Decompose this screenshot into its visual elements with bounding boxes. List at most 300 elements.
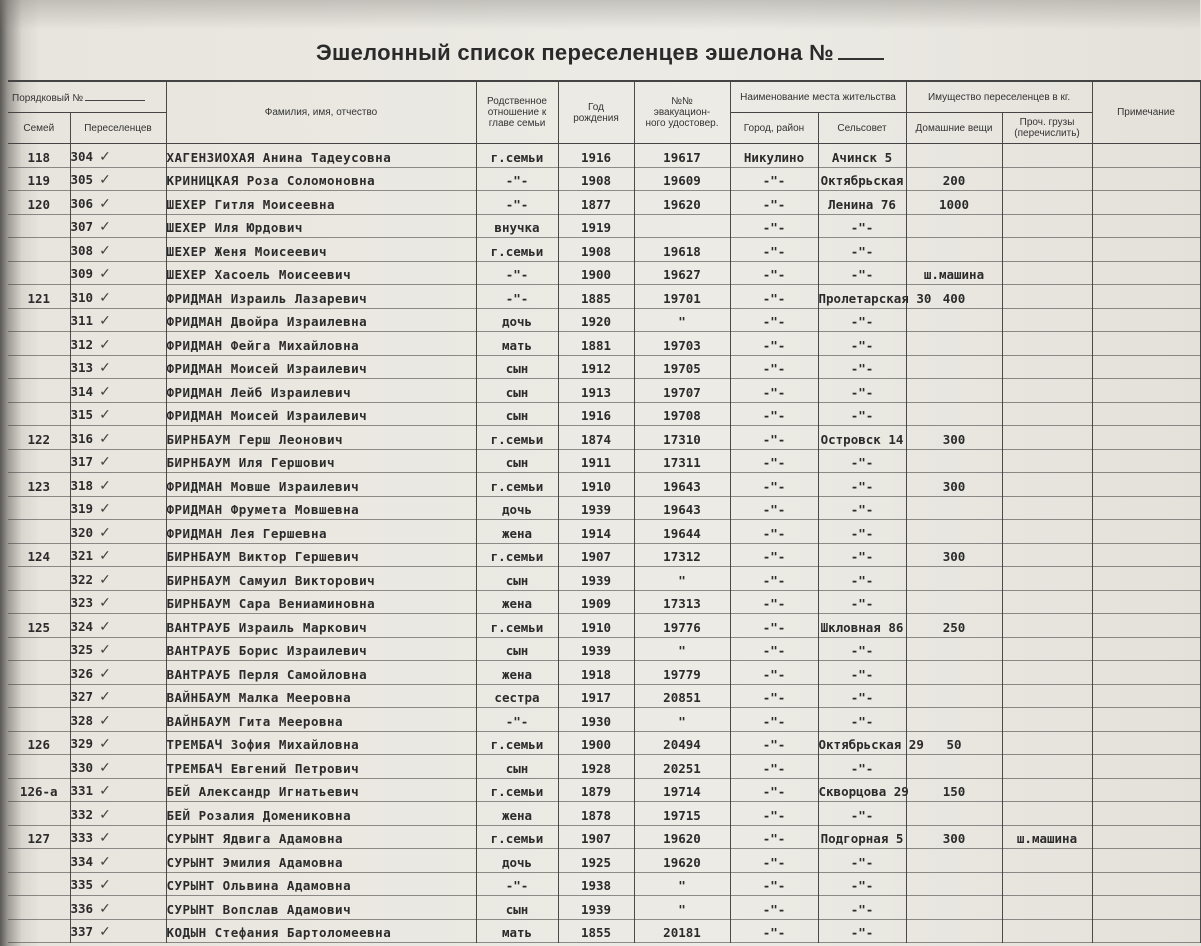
full-name-cell: ШЕХЕР Женя Моисеевич (166, 238, 476, 262)
village-council-cell: Пролетарская 30 (818, 285, 906, 309)
city-district-cell: -"- (730, 543, 818, 567)
note-cell (1092, 755, 1200, 779)
settler-number-cell (70, 567, 166, 591)
relation-cell: г.семьи (476, 614, 558, 638)
table-row (8, 426, 1200, 450)
city-district-cell: -"- (730, 708, 818, 732)
relation-cell: жена (476, 802, 558, 826)
full-name-cell: ФРИДМАН Моисей Израилевич (166, 402, 476, 426)
birth-year-cell: 1910 (558, 473, 634, 497)
village-council-cell: -"- (818, 919, 906, 943)
evac-doc-cell: 20494 (634, 731, 730, 755)
family-number-cell (8, 849, 70, 873)
note-cell (1092, 144, 1200, 168)
household-weight-cell (906, 872, 1002, 896)
village-council-cell: Скворцова 29 (818, 778, 906, 802)
family-number-cell (8, 238, 70, 262)
settler-number-cell (70, 778, 166, 802)
family-number-cell (8, 802, 70, 826)
city-district-cell: -"- (730, 332, 818, 356)
check-mark-icon: ✓ (99, 335, 111, 352)
village-council-cell: -"- (818, 355, 906, 379)
full-name-cell: ВАНТРАУБ Израиль Маркович (166, 614, 476, 638)
birth-year-cell: 1925 (558, 849, 634, 873)
evac-doc-cell: " (634, 872, 730, 896)
family-number-cell: 122 (8, 426, 70, 450)
household-header: Домашние вещи (906, 113, 1002, 144)
relation-cell: -"- (476, 261, 558, 285)
birth-year-cell: 1900 (558, 261, 634, 285)
settler-number-cell (70, 379, 166, 403)
check-mark-icon: ✓ (99, 288, 111, 305)
birth-year-cell: 1878 (558, 802, 634, 826)
other-cargo-cell (1002, 285, 1092, 309)
birth-year-cell: 1917 (558, 684, 634, 708)
check-mark-icon: ✓ (99, 641, 111, 657)
table-row (8, 872, 1200, 896)
family-number-cell (8, 567, 70, 591)
household-weight-cell (906, 637, 1002, 661)
full-name-cell: ВАНТРАУБ Перля Самойловна (166, 661, 476, 685)
note-cell (1092, 308, 1200, 332)
household-weight-cell (906, 332, 1002, 356)
settler-number: 320 (70, 524, 94, 540)
household-weight-cell (906, 708, 1002, 732)
birth-year-cell: 1900 (558, 731, 634, 755)
household-weight-cell (906, 919, 1002, 943)
note-cell (1092, 872, 1200, 896)
table-row (8, 543, 1200, 567)
settler-number-cell (70, 637, 166, 661)
family-number-cell (8, 896, 70, 920)
settler-number: 329 (70, 736, 94, 751)
evac-doc-cell: " (634, 896, 730, 920)
check-mark-icon: ✓ (99, 570, 111, 587)
settler-number: 310 (70, 289, 94, 305)
check-mark-icon: ✓ (99, 782, 111, 798)
city-district-cell: -"- (730, 896, 818, 920)
table-body (8, 144, 1200, 943)
other-cargo-cell (1002, 919, 1092, 943)
table-row (8, 778, 1200, 802)
village-council-cell: -"- (818, 520, 906, 544)
evac-doc-cell: 19620 (634, 849, 730, 873)
settler-number: 311 (70, 313, 94, 328)
relation-cell: дочь (476, 308, 558, 332)
note-cell (1092, 590, 1200, 614)
check-mark-icon: ✓ (99, 594, 111, 610)
birth-year-cell: 1908 (558, 167, 634, 191)
check-mark-icon: ✓ (99, 829, 111, 845)
check-mark-icon: ✓ (99, 241, 111, 258)
other-cargo-cell (1002, 191, 1092, 215)
full-name-cell: БИРНБАУМ Сара Вениаминовна (166, 590, 476, 614)
birth-year-cell: 1909 (558, 590, 634, 614)
household-weight-cell (906, 661, 1002, 685)
settler-number-cell (70, 614, 166, 638)
other-cargo-cell (1002, 426, 1092, 450)
note-cell (1092, 684, 1200, 708)
table-row (8, 637, 1200, 661)
settler-number-cell (70, 543, 166, 567)
other-cargo-cell (1002, 567, 1092, 591)
village-council-cell: -"- (818, 849, 906, 873)
full-name-cell: КОДЫН Стефания Бартоломеевна (166, 919, 476, 943)
birth-year-cell: 1939 (558, 567, 634, 591)
city-district-cell: -"- (730, 191, 818, 215)
full-name-cell: ФРИДМАН Лейб Израилевич (166, 379, 476, 403)
full-name-cell: ФРИДМАН Израиль Лазаревич (166, 285, 476, 309)
note-cell (1092, 661, 1200, 685)
settler-number: 336 (70, 900, 94, 916)
village-council-cell: -"- (818, 261, 906, 285)
household-weight-cell (906, 684, 1002, 708)
note-cell (1092, 214, 1200, 238)
household-weight-cell (906, 214, 1002, 238)
settler-number: 333 (70, 830, 94, 845)
settler-number-cell (70, 214, 166, 238)
family-number-cell (8, 449, 70, 473)
note-cell (1092, 802, 1200, 826)
check-mark-icon: ✓ (99, 359, 111, 375)
other-cargo-cell (1002, 590, 1092, 614)
table-row (8, 825, 1200, 849)
check-mark-icon: ✓ (99, 617, 111, 634)
evac-doc-cell: 17312 (634, 543, 730, 567)
household-weight-cell (906, 520, 1002, 544)
full-name-cell: БЕЙ Розалия Домениковна (166, 802, 476, 826)
birth-year-cell: 1912 (558, 355, 634, 379)
full-name-cell: ФРИДМАН Лея Гершевна (166, 520, 476, 544)
table-row (8, 661, 1200, 685)
birth-year-cell: 1916 (558, 402, 634, 426)
table-row (8, 214, 1200, 238)
household-weight-cell (906, 355, 1002, 379)
evac-doc-cell: " (634, 637, 730, 661)
relation-cell: -"- (476, 285, 558, 309)
village-council-cell: -"- (818, 473, 906, 497)
household-weight-cell (906, 802, 1002, 826)
household-weight-cell: 50 (906, 731, 1002, 755)
settler-number: 316 (70, 430, 94, 446)
village-council-cell: Подгорная 5 (818, 825, 906, 849)
note-cell (1092, 919, 1200, 943)
evac-doc-cell: 19620 (634, 825, 730, 849)
household-weight-cell (906, 238, 1002, 262)
note-cell (1092, 167, 1200, 191)
settler-number-cell (70, 285, 166, 309)
check-mark-icon: ✓ (99, 382, 111, 399)
relation-cell: -"- (476, 872, 558, 896)
settler-number: 326 (70, 665, 94, 681)
other-cargo-cell (1002, 379, 1092, 403)
settler-number: 318 (70, 477, 94, 493)
household-weight-cell: 300 (906, 426, 1002, 450)
table-row (8, 379, 1200, 403)
full-name-cell: ФРИДМАН Двойра Израилевна (166, 308, 476, 332)
household-weight-cell: ш.машина (906, 261, 1002, 285)
settler-number: 314 (70, 383, 94, 399)
settler-number-cell (70, 449, 166, 473)
settler-number-cell (70, 426, 166, 450)
village-council-cell: Ачинск 5 (818, 144, 906, 168)
settler-number-cell (70, 496, 166, 520)
settler-number: 327 (70, 689, 94, 704)
evac-doc-cell: 19620 (634, 191, 730, 215)
city-district-cell: -"- (730, 731, 818, 755)
evac-doc-cell: 17311 (634, 449, 730, 473)
note-cell (1092, 614, 1200, 638)
table-row (8, 473, 1200, 497)
city-district-cell: -"- (730, 449, 818, 473)
city-district-cell: -"- (730, 285, 818, 309)
other-cargo-cell (1002, 543, 1092, 567)
full-name-cell: ВАЙНБАУМ Малка Мееровна (166, 684, 476, 708)
note-cell (1092, 543, 1200, 567)
household-weight-cell: 150 (906, 778, 1002, 802)
city-district-cell: -"- (730, 167, 818, 191)
village-council-cell: -"- (818, 308, 906, 332)
city-district-cell: -"- (730, 496, 818, 520)
village-council-cell: -"- (818, 214, 906, 238)
check-mark-icon: ✓ (99, 735, 111, 751)
relation-cell: сын (476, 637, 558, 661)
relation-cell: сын (476, 402, 558, 426)
number-blank-line (838, 42, 884, 60)
evac-doc-cell: 20851 (634, 684, 730, 708)
other-cargo-cell (1002, 144, 1092, 168)
family-number-cell (8, 684, 70, 708)
family-number-cell: 120 (8, 191, 70, 215)
village-council-cell: Октябрьская 29 (818, 731, 906, 755)
table-row (8, 567, 1200, 591)
full-name-cell: ВАЙНБАУМ Гита Мееровна (166, 708, 476, 732)
village-council-cell: -"- (818, 590, 906, 614)
settler-number: 337 (70, 924, 94, 939)
settler-number-cell (70, 473, 166, 497)
family-number-cell: 123 (8, 473, 70, 497)
birth-year-cell: 1874 (558, 426, 634, 450)
check-mark-icon: ✓ (99, 711, 111, 728)
family-number-cell (8, 214, 70, 238)
other-cargo-cell (1002, 872, 1092, 896)
relation-cell: жена (476, 661, 558, 685)
village-council-cell: -"- (818, 238, 906, 262)
household-weight-cell: 200 (906, 167, 1002, 191)
settler-number-cell (70, 520, 166, 544)
full-name-cell: СУРЫНТ Ольвина Адамовна (166, 872, 476, 896)
birth-year-cell: 1919 (558, 214, 634, 238)
settler-number-cell (70, 825, 166, 849)
family-number-cell (8, 520, 70, 544)
household-weight-cell: 300 (906, 473, 1002, 497)
settler-number: 331 (70, 783, 94, 798)
full-name-cell: ФРИДМАН Фрумета Мовшевна (166, 496, 476, 520)
families-header: Семей (8, 113, 70, 144)
household-weight-cell (906, 496, 1002, 520)
birth-year-cell: 1918 (558, 661, 634, 685)
family-number-cell: 124 (8, 543, 70, 567)
evac-doc-cell: 19703 (634, 332, 730, 356)
household-weight-cell: 1000 (906, 191, 1002, 215)
note-cell (1092, 191, 1200, 215)
family-number-cell: 119 (8, 167, 70, 191)
relation-cell: г.семьи (476, 473, 558, 497)
evac-doc-header: №№ эвакуацион- ного удостовер. (634, 81, 730, 144)
birth-year-cell: 1885 (558, 285, 634, 309)
city-district-cell: -"- (730, 355, 818, 379)
evac-doc-cell: 19707 (634, 379, 730, 403)
relation-cell: сын (476, 755, 558, 779)
other-cargo-cell (1002, 355, 1092, 379)
evac-doc-cell: " (634, 308, 730, 332)
check-mark-icon: ✓ (99, 876, 111, 892)
birth-year-cell: 1930 (558, 708, 634, 732)
settler-number-cell (70, 849, 166, 873)
note-cell (1092, 285, 1200, 309)
check-mark-icon: ✓ (99, 500, 111, 516)
note-cell (1092, 379, 1200, 403)
village-council-cell: -"- (818, 543, 906, 567)
family-number-cell (8, 919, 70, 943)
relation-cell: внучка (476, 214, 558, 238)
city-district-cell: -"- (730, 614, 818, 638)
birth-year-cell: 1939 (558, 896, 634, 920)
table-row (8, 802, 1200, 826)
evac-doc-cell: 19714 (634, 778, 730, 802)
table-row (8, 520, 1200, 544)
village-council-cell: -"- (818, 802, 906, 826)
check-mark-icon: ✓ (99, 899, 111, 916)
relation-cell: сын (476, 355, 558, 379)
settler-number: 321 (70, 548, 94, 563)
family-number-cell: 125 (8, 614, 70, 638)
family-number-cell (8, 355, 70, 379)
other-cargo-cell (1002, 308, 1092, 332)
other-cargo-cell (1002, 614, 1092, 638)
other-cargo-cell (1002, 402, 1092, 426)
other-cargo-cell (1002, 261, 1092, 285)
family-number-cell (8, 637, 70, 661)
note-cell (1092, 637, 1200, 661)
other-cargo-cell (1002, 214, 1092, 238)
other-cargo-header: Проч. грузы (перечислить) (1002, 113, 1092, 144)
check-mark-icon: ✓ (99, 171, 111, 187)
village-council-cell: -"- (818, 896, 906, 920)
birth-year-cell: 1938 (558, 872, 634, 896)
check-mark-icon: ✓ (99, 476, 111, 493)
village-council-cell: -"- (818, 872, 906, 896)
evac-doc-cell: 19776 (634, 614, 730, 638)
relation-cell: -"- (476, 708, 558, 732)
settler-number: 308 (70, 242, 94, 258)
table-row (8, 308, 1200, 332)
residence-header: Наименование места жительства (730, 81, 906, 113)
full-name-cell: ФРИДМАН Мовше Израилевич (166, 473, 476, 497)
family-number-cell (8, 496, 70, 520)
family-number-cell (8, 379, 70, 403)
family-number-cell (8, 332, 70, 356)
city-district-cell: -"- (730, 778, 818, 802)
table-row (8, 332, 1200, 356)
settler-number: 319 (70, 501, 94, 516)
check-mark-icon: ✓ (99, 265, 111, 281)
evac-doc-cell: 19627 (634, 261, 730, 285)
evac-doc-cell: 20181 (634, 919, 730, 943)
check-mark-icon: ✓ (99, 429, 111, 446)
household-weight-cell (906, 379, 1002, 403)
settler-number-cell (70, 708, 166, 732)
relation-cell: г.семьи (476, 238, 558, 262)
note-cell (1092, 261, 1200, 285)
settler-number-cell (70, 402, 166, 426)
relation-cell: жена (476, 520, 558, 544)
evac-doc-cell: 19701 (634, 285, 730, 309)
evac-doc-cell: 19617 (634, 144, 730, 168)
full-name-cell: БИРНБАУМ Иля Гершович (166, 449, 476, 473)
village-council-cell: -"- (818, 684, 906, 708)
order-no-header: Порядковый № (8, 81, 166, 113)
birth-year-cell: 1914 (558, 520, 634, 544)
relation-cell: сын (476, 449, 558, 473)
relation-cell: -"- (476, 191, 558, 215)
household-weight-cell (906, 849, 1002, 873)
household-weight-cell (906, 144, 1002, 168)
village-council-cell: Островск 14 (818, 426, 906, 450)
full-name-cell: БИРНБАУМ Виктор Гершевич (166, 543, 476, 567)
title-text: Эшелонный список переселенцев эшелона № (316, 40, 834, 65)
family-number-cell (8, 708, 70, 732)
evac-doc-cell: 19643 (634, 496, 730, 520)
household-weight-cell (906, 755, 1002, 779)
family-number-cell (8, 872, 70, 896)
note-cell (1092, 708, 1200, 732)
relation-cell: сестра (476, 684, 558, 708)
family-number-cell: 127 (8, 825, 70, 849)
settler-number: 328 (70, 712, 94, 728)
other-cargo-cell: ш.машина (1002, 825, 1092, 849)
settler-number: 332 (70, 806, 94, 822)
city-district-cell: -"- (730, 755, 818, 779)
village-council-cell: -"- (818, 379, 906, 403)
check-mark-icon: ✓ (99, 523, 111, 540)
relation-cell: мать (476, 919, 558, 943)
relation-cell: сын (476, 896, 558, 920)
village-council-cell: -"- (818, 402, 906, 426)
check-mark-icon: ✓ (99, 194, 111, 211)
evac-doc-cell: 19644 (634, 520, 730, 544)
household-weight-cell (906, 590, 1002, 614)
settler-number: 323 (70, 595, 94, 610)
village-council-cell: Октябрьская (818, 167, 906, 191)
settler-number-cell (70, 896, 166, 920)
note-cell (1092, 473, 1200, 497)
city-district-cell: Никулино (730, 144, 818, 168)
full-name-cell: ХАГЕНЗИОХАЯ Анина Тадеусовна (166, 144, 476, 168)
village-council-cell: -"- (818, 449, 906, 473)
relation-cell: мать (476, 332, 558, 356)
table-row (8, 849, 1200, 873)
birth-year-cell: 1908 (558, 238, 634, 262)
note-cell (1092, 426, 1200, 450)
household-weight-cell (906, 567, 1002, 591)
note-cell (1092, 449, 1200, 473)
page-shadow (0, 0, 1200, 30)
city-district-cell: -"- (730, 802, 818, 826)
birth-year-cell: 1939 (558, 637, 634, 661)
full-name-cell: СУРЫНТ Вопслав Адамович (166, 896, 476, 920)
note-cell (1092, 402, 1200, 426)
